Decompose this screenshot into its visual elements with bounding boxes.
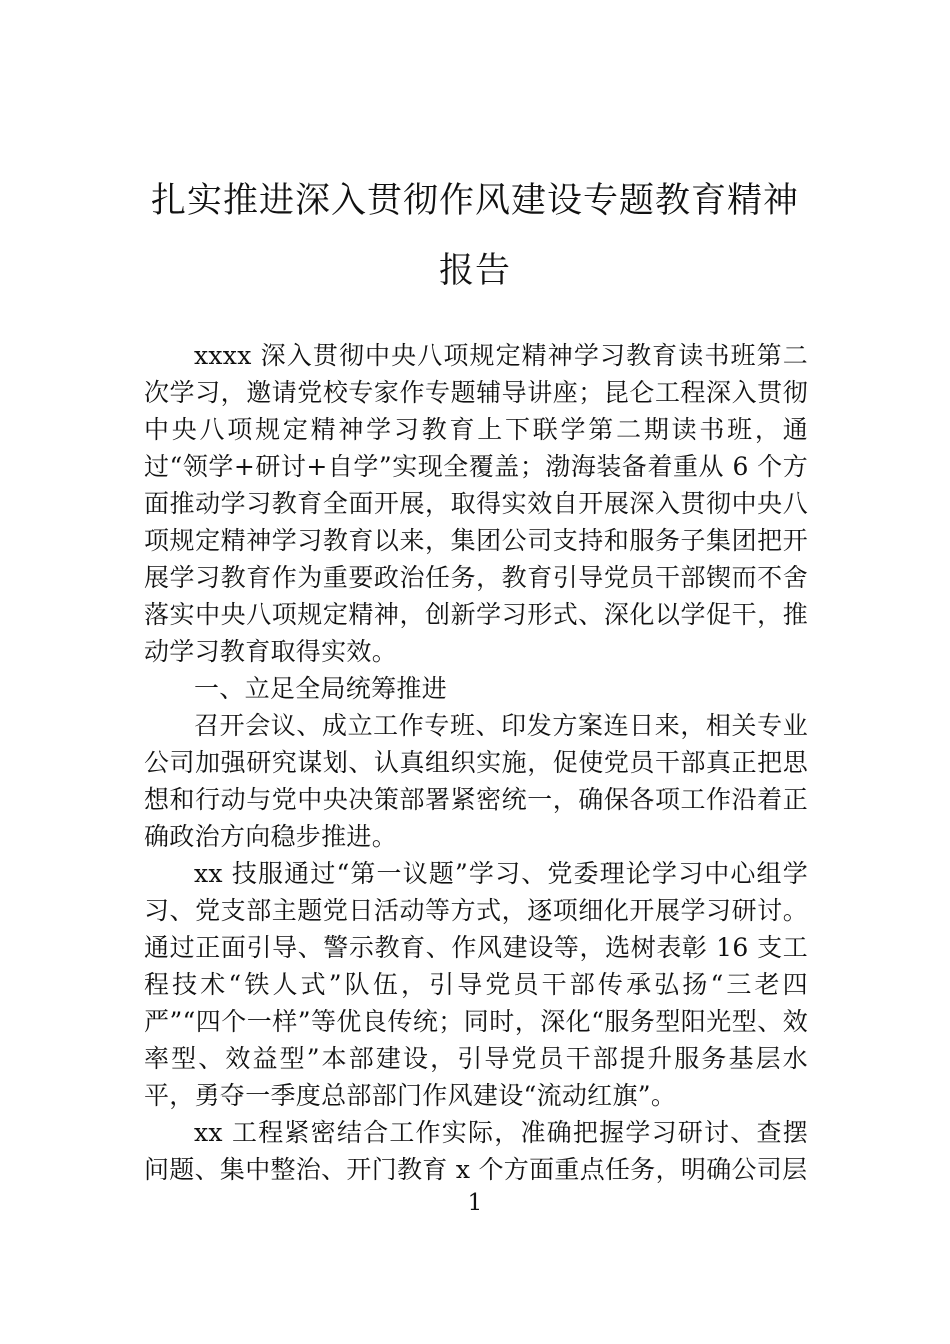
page-number: 1: [467, 1190, 483, 1216]
section-heading-1: 一、立足全局统筹推进: [194, 674, 448, 703]
paragraph-xx-jifu: xx 技服通过“第一议题”学习、党委理论学习中心组学习、党支部主题党日活动等方式，逐项细化开展学习研讨。通过正面引导、警示教育、作风建设等，选树表彰 16 支工程技术“铁人式”队伍，引导党员干部传承弘扬“三老四严”“四个一样”等优良传统；同时，深化“服务型阳光型、效率型、效益型”本部建设，引导党员干部提升服务基层水平，勇夺一季度总部部门作风建设“流动红旗”。: [144, 859, 808, 1110]
paragraph-intro: xxxx 深入贯彻中央八项规定精神学习教育读书班第二次学习，邀请党校专家作专题辅导讲座；昆仑工程深入贯彻中央八项规定精神学习教育上下联学第二期读书班，通过“领学+研讨+自学”实现全覆盖；渤海装备着重从 6 个方面推动学习教育全面开展，取得实效自开展深入贯彻中央八项规定精神学习教育以来，集团公司支持和服务子集团把开展学习教育作为重要政治任务，教育引导党员干部锲而不舍落实中央八项规定精神，创新学习形式、深化以学促干，推动学习教育取得实效。: [144, 341, 808, 666]
paragraph-section-1: 召开会议、成立工作专班、印发方案连日来，相关专业公司加强研究谋划、认真组织实施，促使党员干部真正把思想和行动与党中央决策部署紧密统一，确保各项工作沿着正确政治方向稳步推进。: [144, 711, 808, 851]
document-title: [130, 166, 820, 306]
paragraph-xx-gongcheng: xx 工程紧密结合工作实际，准确把握学习研讨、查摆问题、集中整治、开门教育 x 个方面重点任务，明确公司层: [144, 1118, 808, 1184]
document-body: [144, 337, 808, 1188]
title-line-2: 报告: [438, 251, 511, 291]
title-line-1: 扎实推进深入贯彻作风建设专题教育精神: [150, 181, 799, 221]
